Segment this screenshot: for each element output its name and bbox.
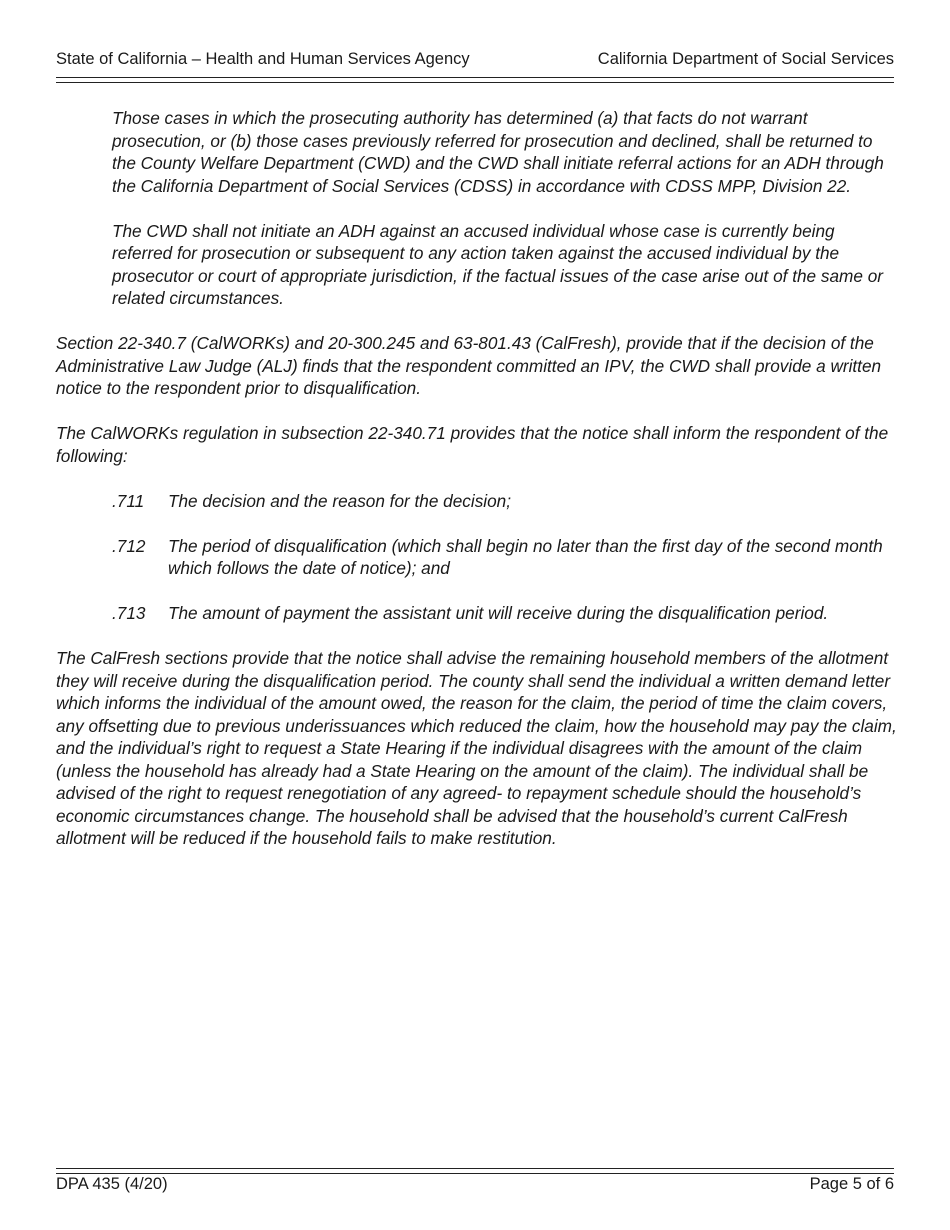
paragraph-calworks-notice: The CalWORKs regulation in subsection 22-340.71 provides that the notice shall inform the respondent of the following: bbox=[56, 423, 889, 466]
page-header bbox=[56, 50, 894, 72]
page-number: Page 5 of 6 bbox=[809, 1175, 894, 1193]
list-item-text: The period of disqualification (which shall begin no later than the first day of the second month which follows the date of notice); and bbox=[168, 535, 883, 578]
list-item-text: The amount of payment the assistant unit will receive during the disqualification period. bbox=[168, 603, 829, 623]
list-item-number: .712 bbox=[112, 535, 146, 556]
header-department: California Department of Social Services bbox=[597, 50, 894, 68]
list-item bbox=[112, 602, 898, 625]
footer-divider bbox=[56, 1168, 894, 1174]
paragraph-adh-restriction: The CWD shall not initiate an ADH against an accused individual whose case is currently being referred for prosecution or subsequent to any action taken against the accused individual by the prosecutor or court of appropriate jurisdiction, if the factual issues of the case arise out of the same or related circumstances. bbox=[112, 220, 883, 308]
form-number: DPA 435 (4/20) bbox=[56, 1175, 168, 1193]
list-item bbox=[112, 490, 898, 513]
list-item-number: .711 bbox=[112, 490, 145, 511]
list-item-number: .713 bbox=[112, 603, 146, 623]
paragraph-section-reference: Section 22-340.7 (CalWORKs) and 20-300.245 and 63-801.43 (CalFresh), provide that if the decision of the Administrative Law Judge (ALJ) finds that the respondent committed an IPV, the CWD shall provide a written notice to the respondent prior to disqualification. bbox=[56, 333, 882, 398]
list-item bbox=[112, 535, 898, 580]
header-agency: State of California – Health and Human Services Agency bbox=[56, 50, 470, 68]
header-divider bbox=[56, 77, 894, 83]
paragraph-calfresh-notice: The CalFresh sections provide that the notice shall advise the remaining household members of the allotment they will receive during the disqualification period. The county shall send the individual a written demand letter which informs the individual of the amount owed, the reason for the claim, the period of time the claim covers, any offsetting due to previous underissuances which reduced the claim, how the household may pay the claim, and the individual’s right to request a State Hearing if the individual disagrees with the amount of the claim (unless the household has already had a State Hearing on the amount of the claim). The individual shall be advised of the right to request renegotiation of any agreed- to repayment schedule should the household’s economic circumstances change. The household shall be advised that the household’s current CalFresh allotment will be reduced if the household fails to make restitution. bbox=[56, 648, 897, 848]
paragraph-prosecution-declined: Those cases in which the prosecuting authority has determined (a) that facts do not warrant prosecution, or (b) those cases previously referred for prosecution and declined, shall be returned to the County Welfare Department (CWD) and the CWD shall initiate referral actions for an ADH through the California Department of Social Services (CDSS) in accordance with CDSS MPP, Division 22. bbox=[112, 108, 884, 196]
page-footer bbox=[56, 1175, 894, 1197]
list-item-text: The decision and the reason for the decision; bbox=[168, 490, 512, 511]
document-body bbox=[56, 107, 898, 872]
